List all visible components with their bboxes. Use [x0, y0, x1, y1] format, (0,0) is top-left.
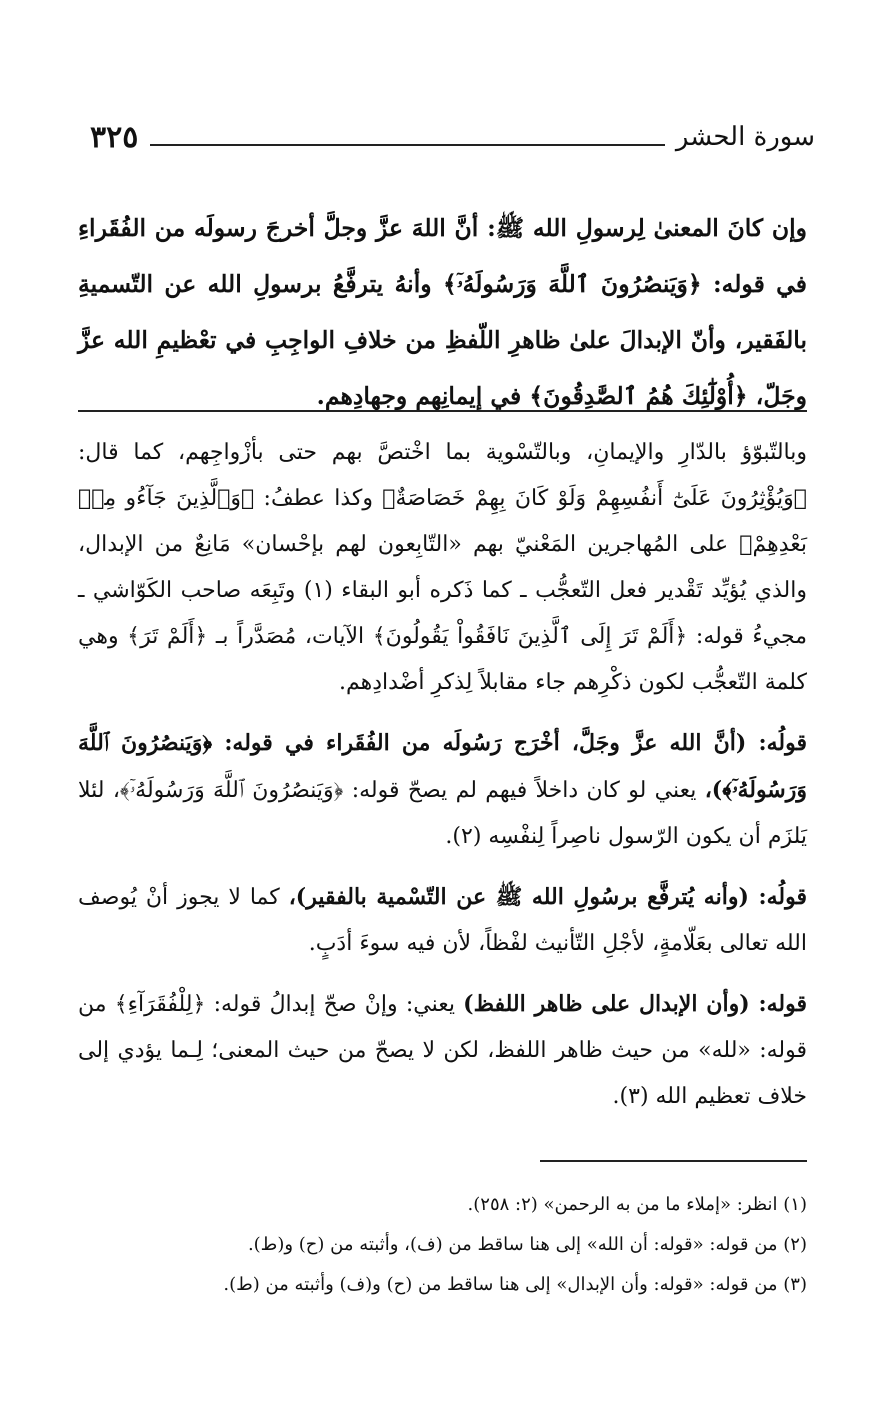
commentary-paragraph-4	[78, 981, 807, 1120]
commentary-quote-4: قوله: (وأن الإبدال على ظاهر اللفظ)	[463, 991, 807, 1017]
main-paragraph: وإن كانَ المعنىٰ لِرسولِ الله ﷺ: أنَّ اللهَ عزَّ وجلَّ أخرجَ رسولَه من الفُقَراءِ في قوله: ﴿وَيَنصُرُونَ ٱللَّهَ وَرَسُولَهُۥٓ﴾ وأنهُ يترفَّعُ برسولِ الله عن التّسميةِ بالفَقير، وأنّ الإبدالَ علىٰ ظاهرِ اللّفظِ من خلافِ الواجِبِ في تعْظيمِ الله عزَّ وجَلّ، ﴿أُوْلَٰٓئِكَ هُمُ ٱلصَّٰدِقُونَ﴾ في إيمانِهم وجهادِهم.	[78, 214, 807, 410]
footnote-3: (٣) من قوله: «قوله: وأن الإبدال» إلى هنا ساقط من (ح) و(ف) وأثبته من (ط).	[223, 1274, 807, 1295]
commentary-explanation-3: كما لا يجوز أنْ يُوصف الله تعالى بعَلّامةٍ، لأجْلِ التّأنيث لفْظاً، لأن فيه سوءَ أدَبٍ.	[78, 885, 807, 956]
commentary-paragraph-1: وبالتّبوّؤ بالدّارِ والإيمانِ، وبالتّسْوية بما اخْتصَّ بهم حتى بأزْواجِهم، كما قال: ﴿وَيُؤْثِرُونَ عَلَىٰٓ أَنفُسِهِمْ وَلَوْ كَانَ بِهِمْ خَصَاصَةٌ﴾ وكذا عطفُ: ﴿وَٱلَّذِينَ جَآءُو مِنۢ بَعْدِهِمْ﴾ على المُهاجرين المَعْنيّ بهم «التّابِعون لهم بإحْسان» مَانِعٌ من الإبدال، والذي يُؤيِّد تَقْدير فعل التّعجُّب ـ كما ذَكره أبو البقاء (١) وتَبِعَه صاحب الكَوّاشي ـ مجيءُ قوله: ﴿أَلَمْ تَرَ إِلَى ٱلَّذِينَ نَافَقُواْ يَقُولُونَ﴾ الآيات، مُصَدَّراً بـ ﴿أَلَمْ تَرَ﴾ وهي كلمة التّعجُّب لكون ذكْرِهم جاء مقابلاً لِذكرِ أضْدادِهم.	[78, 440, 807, 695]
footnote-2: (٢) من قوله: «قوله: أن الله» إلى هنا ساقط من (ف)، وأثبته من (ح) و(ط).	[247, 1234, 807, 1255]
running-title: سورة الحشر	[675, 122, 815, 152]
footnotes	[78, 1185, 807, 1305]
footnote-1: (١) انظر: «إملاء ما من به الرحمن» (٢: ٢٥٨).	[467, 1194, 807, 1215]
commentary-text	[78, 430, 807, 1134]
main-text	[78, 200, 807, 424]
header-rule	[150, 144, 665, 146]
commentary-paragraph-3	[78, 874, 807, 967]
commentary-explanation-2: يعني لو كان داخلاً فيهم لم يصحّ قوله: ﴿وَيَنصُرُونَ ٱللَّهَ وَرَسُولَهُۥٓ﴾، لئلا يَلزَم أن يكون الرّسول ناصِراً لِنفْسِه (٢).	[78, 778, 807, 849]
commentary-explanation-4: يعني: وإنْ صحّ إبدالُ قوله: ﴿لِلْفُقَرَآءِ﴾ من قوله: «لله» من حيث ظاهر اللفظ، لكن لا يصحّ من حيث المعنى؛ لِـما يؤدي إلى خلاف تعظيم الله (٣).	[78, 992, 807, 1109]
commentary-quote-2: قولُه: (أنَّ الله عزَّ وجَلَّ، أخْرَج رَسُولَه من الفُقَراء في قوله: ﴿وَيَنصُرُونَ ٱللَّهَ وَرَسُولَهُۥٓ﴾)،	[78, 730, 807, 803]
commentary-quote-3: قولُه: (وأنه يُترفَّع برسُولِ الله ﷺ عن التّسْمية بالفقير)،	[288, 884, 807, 910]
page-number: ٣٢٥	[90, 120, 139, 155]
page-header	[90, 120, 815, 160]
footnote-rule	[540, 1160, 807, 1162]
section-divider	[78, 410, 807, 412]
commentary-paragraph-2	[78, 720, 807, 860]
